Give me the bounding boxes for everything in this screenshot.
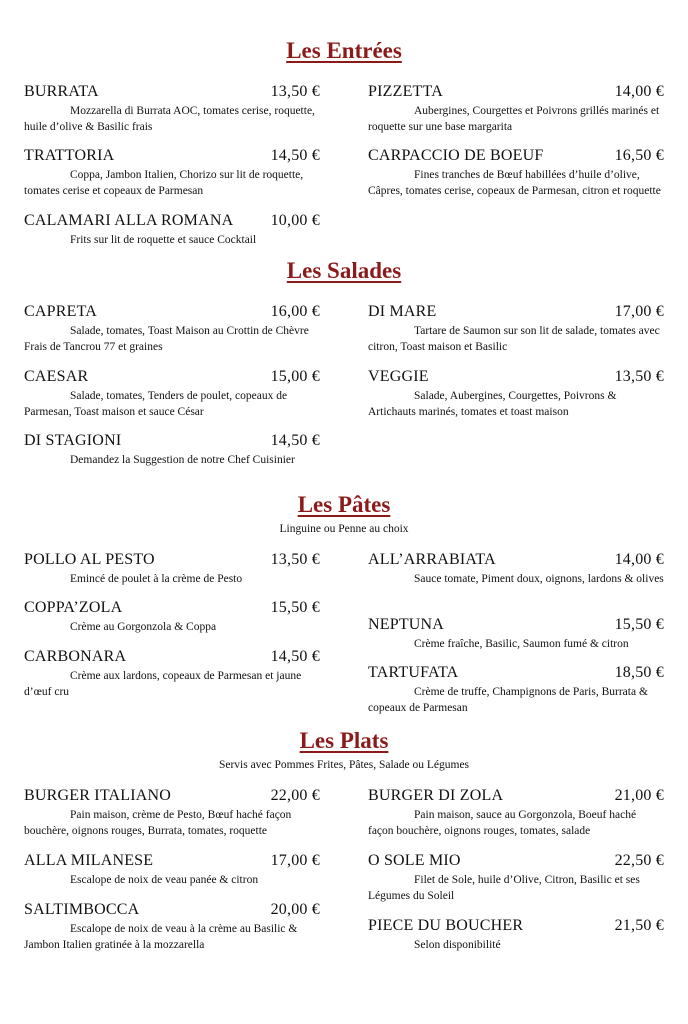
item-price: 16,00 € <box>270 303 320 320</box>
menu-item <box>368 851 664 904</box>
menu-item <box>24 82 320 135</box>
item-name: TRATTORIA <box>24 147 115 164</box>
menu-item <box>24 431 320 468</box>
item-name: NEPTUNA <box>368 616 445 633</box>
menu-item <box>24 211 320 248</box>
item-description: Salade, Aubergines, Courgettes, Poivrons & Artichauts marinés, tomates et toast maison <box>368 390 617 418</box>
item-price: 14,50 € <box>270 648 320 665</box>
item-description: Filet de Sole, huile d’Olive, Citron, Basilic et ses Légumes du Soleil <box>368 874 640 902</box>
item-name: CARBONARA <box>24 648 127 665</box>
item-name: VEGGIE <box>368 368 429 385</box>
item-description: Escalope de noix de veau panée & citron <box>70 874 259 886</box>
section-subtitle: Linguine ou Penne au choix <box>279 523 409 535</box>
menu-item <box>24 851 320 888</box>
item-name: BURRATA <box>24 83 99 100</box>
item-description: Salade, tomates, Toast Maison au Crottin de Chèvre Frais de Tancrou 77 et graines <box>24 325 309 353</box>
item-price: 18,50 € <box>614 664 664 681</box>
item-price: 15,00 € <box>270 368 320 385</box>
item-price: 14,00 € <box>614 551 664 568</box>
item-name: ALL’ARRABIATA <box>368 551 496 568</box>
item-price: 14,50 € <box>270 147 320 164</box>
section-title-plats: Les Plats <box>299 728 389 753</box>
item-price: 17,00 € <box>270 852 320 869</box>
item-price: 15,50 € <box>270 599 320 616</box>
menu-item <box>24 786 320 839</box>
menu-item <box>24 146 320 199</box>
item-description: Demandez la Suggestion de notre Chef Cuisinier <box>70 454 295 466</box>
section-title-entrees: Les Entrées <box>286 38 402 63</box>
item-description: Tartare de Saumon sur son lit de salade, tomates avec citron, Toast maison et Basilic <box>368 325 660 353</box>
item-description: Escalope de noix de veau à la crème au Basilic & Jambon Italien gratinée à la mozzarella <box>24 923 298 951</box>
item-price: 21,50 € <box>614 917 664 934</box>
item-description: Coppa, Jambon Italien, Chorizo sur lit de roquette, tomates cerise et copeaux de Parmesan <box>24 169 304 197</box>
item-name: DI MARE <box>368 303 437 320</box>
item-price: 13,50 € <box>270 83 320 100</box>
item-description: Crème aux lardons, copeaux de Parmesan et jaune d’œuf cru <box>24 670 302 698</box>
item-description: Aubergines, Courgettes et Poivrons grillés marinés et roquette sur une base margarita <box>368 105 660 133</box>
item-price: 16,50 € <box>614 147 664 164</box>
menu-item <box>368 916 664 953</box>
item-price: 15,50 € <box>614 616 664 633</box>
item-name: BURGER DI ZOLA <box>368 787 504 804</box>
item-name: DI STAGIONI <box>24 432 122 449</box>
item-description: Emincé de poulet à la crème de Pesto <box>70 573 243 585</box>
menu-item <box>24 647 320 700</box>
menu-item <box>368 615 664 652</box>
menu-item <box>368 146 664 199</box>
item-name: SALTIMBOCCA <box>24 901 140 918</box>
menu-item <box>24 598 320 635</box>
item-price: 21,00 € <box>614 787 664 804</box>
menu-item <box>368 663 664 716</box>
item-name: PIZZETTA <box>368 83 443 100</box>
item-price: 13,50 € <box>270 551 320 568</box>
item-description: Crème au Gorgonzola & Coppa <box>70 621 217 633</box>
item-description: Pain maison, sauce au Gorgonzola, Boeuf haché façon bouchère, oignons rouges, tomates, salade <box>368 809 637 837</box>
item-description: Pain maison, crème de Pesto, Bœuf haché façon bouchère, oignons rouges, Burrata, tomates, roquette <box>24 809 292 837</box>
section-title-pates: Les Pâtes <box>297 492 391 517</box>
menu-item <box>368 302 664 355</box>
item-price: 22,50 € <box>614 852 664 869</box>
item-name: CALAMARI ALLA ROMANA <box>24 212 234 229</box>
section-subtitle: Servis avec Pommes Frites, Pâtes, Salade ou Légumes <box>218 759 470 771</box>
item-name: CARPACCIO DE BOEUF <box>368 147 544 164</box>
menu-item <box>368 367 664 420</box>
item-price: 14,00 € <box>614 83 664 100</box>
item-price: 14,50 € <box>270 432 320 449</box>
item-price: 20,00 € <box>270 901 320 918</box>
item-price: 13,50 € <box>614 368 664 385</box>
item-name: O SOLE MIO <box>368 852 461 869</box>
item-price: 10,00 € <box>270 212 320 229</box>
menu-item <box>368 786 664 839</box>
item-name: CAESAR <box>24 368 89 385</box>
item-name: COPPA’ZOLA <box>24 599 123 616</box>
menu-item <box>368 550 664 587</box>
item-name: PIECE DU BOUCHER <box>368 917 524 934</box>
item-description: Fines tranches de Bœuf habillées d’huile d’olive, Câpres, tomates cerise, copeaux de Parmesan, citron et roquette <box>368 169 661 197</box>
item-name: TARTUFATA <box>368 664 459 681</box>
item-name: POLLO AL PESTO <box>24 551 155 568</box>
item-description: Mozzarella di Burrata AOC, tomates cerise, roquette, huile d’olive & Basilic frais <box>24 105 315 133</box>
item-description: Crème fraîche, Basilic, Saumon fumé & citron <box>414 638 629 650</box>
item-description: Salade, tomates, Tenders de poulet, copeaux de Parmesan, Toast maison et sauce César <box>24 390 288 418</box>
item-name: ALLA MILANESE <box>24 852 154 869</box>
section-title-salades: Les Salades <box>286 258 402 283</box>
item-description: Crème de truffe, Champignons de Paris, Burrata & copeaux de Parmesan <box>368 686 648 714</box>
menu-item <box>24 367 320 420</box>
menu-item <box>24 550 320 587</box>
menu-item <box>24 302 320 355</box>
item-description: Frits sur lit de roquette et sauce Cocktail <box>70 234 257 246</box>
item-description: Sauce tomate, Piment doux, oignons, lardons & olives <box>414 573 664 585</box>
item-price: 22,00 € <box>270 787 320 804</box>
menu-item <box>368 82 664 135</box>
item-price: 17,00 € <box>614 303 664 320</box>
item-name: BURGER ITALIANO <box>24 787 172 804</box>
item-name: CAPRETA <box>24 303 98 320</box>
menu-item <box>24 900 320 953</box>
item-description: Selon disponibilité <box>414 939 501 951</box>
